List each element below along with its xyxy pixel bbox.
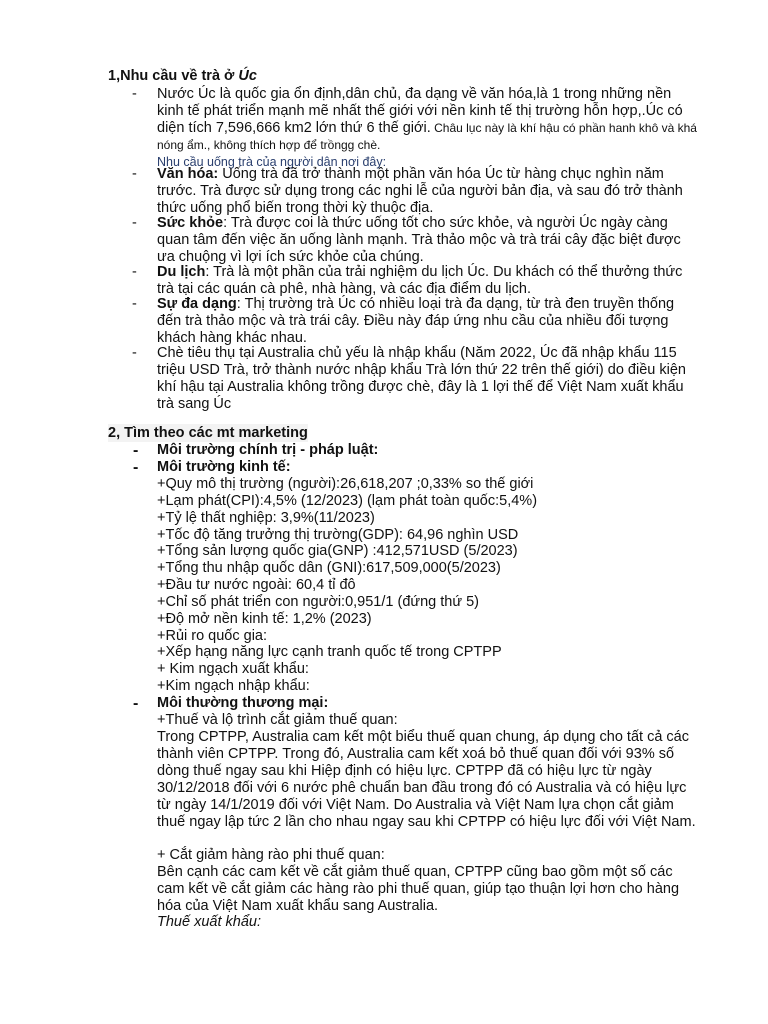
export-tax-heading: Thuế xuất khẩu: (157, 914, 261, 930)
intro-paragraph: Nước Úc là quốc gia ổn định,dân chủ, đa dạng về văn hóa,là 1 trong những nền kinh tế phát triển mạnh mẽ nhất thế giới với nền kinh tế thị trường hỗn hợp,.Úc có diện tích 7,596,666 km2 lớn thứ 6 thế giới. Châu lục này là khí hậu có phần hanh khô và khá nóng ẩm., không thích hợp để trồngg chè. Nhu cầu uống trà của người dân nơi đây: (157, 86, 697, 169)
list-item-culture: Văn hóa: Uống trà đã trở thành một phần văn hóa Úc từ hàng chục nghìn năm trước. Trà được sử dụng trong các nghi lễ của người bản địa, và sau đó trở thành thức uống phổ biến trong thời kỳ thuộc địa. (157, 166, 683, 216)
economic-line: +Kim ngạch nhập khẩu: (157, 678, 310, 694)
economic-line: +Tổng thu nhập quốc dân (GNI):617,509,000(5/2023) (157, 560, 501, 576)
list-dash: - (132, 264, 137, 280)
list-dash: - (133, 459, 139, 476)
nontariff-heading: + Cắt giảm hàng rào phi thuế quan: (157, 847, 385, 863)
economic-line: +Lạm phát(CPI):4,5% (12/2023) (lạm phát toàn quốc:5,4%) (157, 493, 538, 509)
list-item-tourism: Du lịch: Trà là một phần của trải nghiệm du lịch Úc. Du khách có thể thưởng thức trà tại các quán cà phê, nhà hàng, và các địa điểm du lịch. (157, 264, 683, 297)
list-item-health: Sức khỏe: Trà được coi là thức uống tốt cho sức khỏe, và người Úc ngày càng quan tâm đến việc ăn uống lành mạnh. Trà thảo mộc và trà trái cây đặc biệt được ưa chuộng vì lợi ích sức khỏe của chúng. (157, 215, 681, 265)
economic-line: + Kim ngạch xuất khẩu: (157, 661, 309, 677)
economic-line: +Rủi ro quốc gia: (157, 628, 268, 644)
nontariff-paragraph: Bên cạnh các cam kết về cắt giảm thuế quan, CPTPP cũng bao gồm một số các cam kết về cắt giảm các hàng rào phi thuế quan, giúp tạo thuận lợi hơn cho hàng hóa của Việt Nam xuất khẩu sang Australia. (157, 864, 680, 914)
list-dash: - (133, 442, 139, 459)
list-dash: - (132, 345, 137, 361)
trade-heading: Môi thường thương mại: (157, 695, 329, 711)
political-heading: Môi trường chính trị - pháp luật: (157, 442, 379, 458)
list-dash: - (132, 296, 137, 312)
economic-line: +Tỷ lệ thất nghiệp: 3,9%(11/2023) (157, 510, 375, 526)
economic-line: +Độ mở nền kinh tế: 1,2% (2023) (157, 611, 372, 627)
economic-line: +Đầu tư nước ngoài: 60,4 tỉ đô (157, 577, 356, 593)
section-1-title: 1,Nhu cầu về trà ở Úc (108, 68, 257, 84)
economic-line: +Quy mô thị trường (người):26,618,207 ;0,33% so thế giới (157, 476, 534, 492)
tariff-paragraph: Trong CPTPP, Australia cam kết một biểu thuế quan chung, áp dụng cho tất cả các thành viên CPTPP. Trong đó, Australia cam kết xoá bỏ thuế quan đối với 93% số dòng thuế ngay sau khi Hiệp định có hiệu lực. CPTPP đã có hiệu lực từ ngày 30/12/2018 đối với 6 nước phê chuẩn ban đầu trong đó có Australia và có hiệu lực từ ngày 14/1/2019 đối với Việt Nam. Do Australia và Việt Nam lựa chọn cắt giảm thuế ngay lập tức 2 lần cho nhau ngay sau khi CPTPP có hiệu lực đối với Việt Nam. (157, 729, 696, 830)
demand-note: Nhu cầu uống trà của người dân nơi đây: (157, 155, 387, 169)
economic-line: +Xếp hạng năng lực cạnh tranh quốc tế trong CPTPP (157, 644, 502, 660)
economic-line: +Tổng sản lượng quốc gia(GNP) :412,571USD (5/2023) (157, 543, 518, 559)
section-2-title: 2, Tìm theo các mt marketing (108, 425, 308, 441)
list-dash: - (132, 86, 137, 102)
economic-heading: Môi trường kinh tế: (157, 459, 291, 475)
list-item-import: Chè tiêu thụ tại Australia chủ yếu là nhập khẩu (Năm 2022, Úc đã nhập khẩu 115 triệu USD Trà, trở thành nước nhập khẩu Trà lớn thứ 22 trên thế giới) do điều kiện khí hậu tại Australia không trồng được chè, đây là 1 lợi thế để Việt Nam xuất khẩu trà sang Úc (157, 345, 686, 412)
list-dash: - (132, 215, 137, 231)
tariff-heading: +Thuế và lộ trình cắt giảm thuế quan: (157, 712, 398, 728)
economic-line: +Chỉ số phát triển con người:0,951/1 (đứng thứ 5) (157, 594, 479, 610)
list-dash: - (132, 166, 137, 182)
list-item-diversity: Sự đa dạng: Thị trường trà Úc có nhiều loại trà đa dạng, từ trà đen truyền thống đến trà thảo mộc và trà trái cây. Điều này đáp ứng nhu cầu của nhiều đối tượng khách hàng khác nhau. (157, 296, 675, 346)
economic-line: +Tốc độ tăng trưởng thị trường(GDP): 64,96 nghìn USD (157, 527, 519, 543)
list-dash: - (133, 695, 139, 712)
